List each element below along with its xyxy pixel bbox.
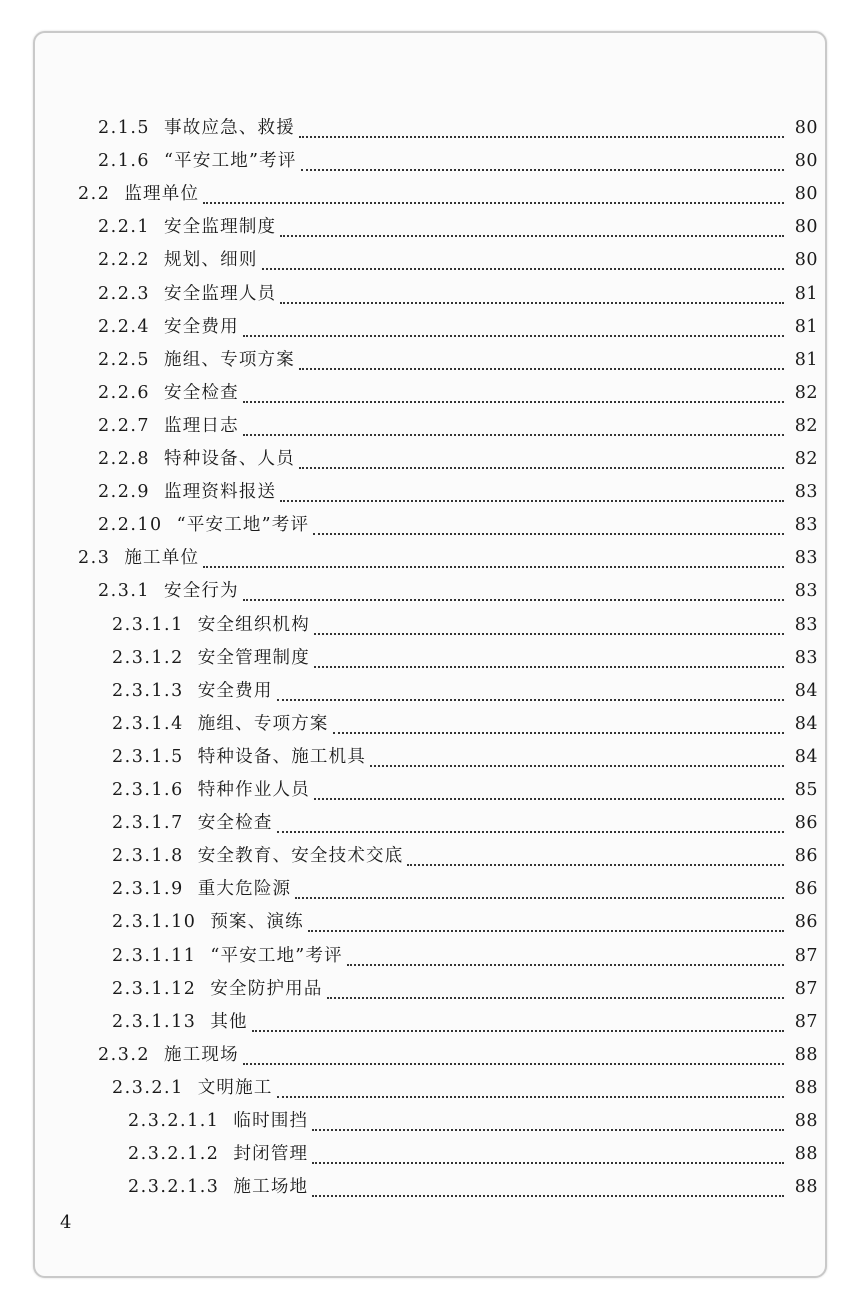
toc-entry-title: 安全检查 [164, 382, 239, 403]
toc-entry-title: 安全费用 [197, 680, 273, 701]
toc-entry [98, 575, 818, 608]
toc-entry [78, 542, 818, 575]
toc-entry [78, 178, 818, 211]
toc-entry-page: 80 [794, 184, 818, 205]
dot-leader [312, 1194, 784, 1197]
dot-leader [295, 896, 784, 899]
dot-leader [314, 665, 784, 668]
toc-entry-number: 2.3.2.1.2 [128, 1144, 220, 1165]
toc-entry-page: 88 [794, 1044, 818, 1065]
toc-entry-page: 88 [794, 1077, 818, 1098]
dot-leader [299, 367, 784, 370]
toc-entry [128, 1138, 818, 1171]
toc-entry-page: 80 [794, 151, 818, 172]
toc-entry-title: 施工场地 [233, 1177, 309, 1198]
toc-entry-number: 2.3.1.13 [112, 1011, 197, 1032]
toc-entry-number: 2.2.3 [98, 283, 151, 304]
toc-entry [98, 1039, 818, 1072]
toc-entry-page: 84 [794, 680, 818, 701]
toc-entry-title: 施工单位 [124, 548, 200, 569]
toc-entry-page: 83 [794, 548, 818, 569]
toc-entry-page: 84 [794, 746, 818, 767]
toc-entry-title: 安全防护用品 [210, 978, 323, 999]
toc-entry [98, 145, 818, 178]
toc-entry [98, 112, 818, 145]
toc-entry-number: 2.3 [78, 548, 111, 569]
toc-entry-title: “平安工地”考评 [176, 515, 310, 536]
toc-entry-number: 2.3.1.2 [112, 647, 184, 668]
toc-entry-number: 2.3.1.8 [112, 846, 184, 867]
toc-entry [112, 840, 818, 873]
dot-leader [243, 598, 784, 601]
toc-entry-number: 2.2.8 [98, 449, 151, 469]
toc-entry-title: 监理日志 [164, 415, 239, 436]
toc-entry-title: 安全费用 [164, 316, 239, 337]
toc-entry-title: “平安工地”考评 [164, 151, 297, 172]
toc-entry-page: 86 [794, 813, 818, 834]
toc-entry-number: 2.3.1.6 [112, 780, 184, 800]
toc-entry-number: 2.3.1.12 [112, 978, 197, 999]
toc-entry-page: 83 [794, 515, 818, 536]
dot-leader [277, 1095, 784, 1098]
toc-entry-page: 82 [794, 382, 818, 403]
toc-entry-title: 临时围挡 [233, 1111, 309, 1131]
toc-entry-page: 88 [794, 1144, 818, 1165]
toc-entry-page: 80 [794, 250, 818, 271]
toc-entry-page: 86 [794, 879, 818, 900]
toc-entry-number: 2.3.1.3 [112, 680, 184, 701]
toc-entry-number: 2.2.5 [98, 349, 151, 370]
toc-entry [98, 211, 818, 244]
toc-entry [98, 443, 818, 476]
toc-entry-title: 封闭管理 [233, 1144, 309, 1165]
toc-entry [128, 1171, 818, 1204]
toc-entry-title: 文明施工 [197, 1077, 273, 1098]
toc-entry-number: 2.3.2 [98, 1044, 151, 1065]
toc-entry-number: 2.3.1.10 [112, 912, 197, 933]
toc-entry [98, 410, 818, 443]
toc-entry-page: 83 [794, 614, 818, 635]
toc-entry-title: 事故应急、救援 [164, 118, 295, 138]
toc-entry [112, 675, 818, 708]
toc-entry-title: 其他 [210, 1011, 248, 1032]
dot-leader [370, 764, 784, 767]
toc-entry [98, 311, 818, 344]
dot-leader [327, 996, 784, 999]
toc-entry [112, 774, 818, 807]
toc-entry-page: 88 [794, 1177, 818, 1198]
toc-entry-number: 2.3.1 [98, 581, 151, 602]
page-number: 4 [60, 1212, 72, 1233]
toc-entry-title: 施组、专项方案 [197, 713, 329, 734]
toc-entry-page: 81 [794, 349, 818, 370]
toc-entry [98, 244, 818, 277]
toc-entry-number: 2.3.1.4 [112, 713, 184, 734]
toc-entry [112, 1072, 818, 1105]
dot-leader [243, 1062, 784, 1065]
toc-entry-page: 84 [794, 713, 818, 734]
toc-entry-page: 81 [794, 316, 818, 337]
toc-entry [98, 344, 818, 377]
toc-entry-title: 预案、演练 [210, 912, 304, 933]
toc-entry-title: 特种作业人员 [197, 780, 310, 800]
dot-leader [301, 168, 784, 171]
toc-entry [112, 642, 818, 675]
dot-leader [203, 201, 784, 204]
toc-entry-number: 2.1.6 [98, 151, 151, 172]
dot-leader [277, 830, 784, 833]
dot-leader [203, 565, 784, 568]
toc-entry-page: 82 [794, 449, 818, 469]
dot-leader [312, 1128, 784, 1131]
dot-leader [299, 466, 784, 469]
dot-leader [308, 929, 784, 932]
toc-entry [112, 873, 818, 906]
toc-entry-number: 2.3.1.11 [112, 945, 197, 966]
toc-entry-title: 安全管理制度 [197, 647, 310, 668]
toc-entry [98, 377, 818, 410]
toc-entry [112, 940, 818, 973]
toc-entry-number: 2.1.5 [98, 118, 151, 138]
toc-entry-page: 81 [794, 283, 818, 304]
toc-entry-page: 80 [794, 118, 818, 138]
dot-leader [347, 963, 784, 966]
toc-entry-title: 规划、细则 [164, 250, 258, 271]
toc-entry-title: 特种设备、人员 [164, 449, 295, 469]
toc-entry [112, 1006, 818, 1039]
toc-entry-number: 2.2.2 [98, 250, 151, 271]
toc-entry-title: “平安工地”考评 [210, 945, 343, 966]
toc-entry [112, 609, 818, 642]
dot-leader [314, 632, 784, 635]
toc-entry-number: 2.3.1.5 [112, 746, 184, 767]
toc-entry-title: 重大危险源 [197, 879, 292, 900]
toc-entry [98, 278, 818, 311]
toc-entry [112, 807, 818, 840]
toc-entry-number: 2.3.1.7 [112, 813, 184, 834]
toc-entry [112, 906, 818, 939]
toc-entry-title: 施组、专项方案 [164, 349, 295, 370]
toc-entry [112, 741, 818, 774]
dot-leader [280, 301, 784, 304]
toc-entry-number: 2.2.9 [98, 482, 151, 503]
toc-entry-number: 2.3.2.1.3 [128, 1177, 220, 1198]
toc-entry [128, 1105, 818, 1138]
toc-entry-page: 88 [794, 1111, 818, 1131]
dot-leader [243, 433, 784, 436]
toc-entry-page: 86 [794, 846, 818, 867]
toc-entry-page: 87 [794, 978, 818, 999]
toc-entry-title: 安全行为 [164, 581, 239, 602]
toc-entry-page: 87 [794, 945, 818, 966]
dot-leader [280, 499, 784, 502]
dot-leader [280, 234, 784, 237]
dot-leader [313, 532, 784, 535]
toc-entry-number: 2.3.2.1 [112, 1077, 184, 1098]
toc-entry [112, 708, 818, 741]
dot-leader [277, 698, 784, 701]
dot-leader [262, 267, 784, 270]
toc-entry-number: 2.3.2.1.1 [128, 1111, 220, 1131]
toc-entry-number: 2.2.4 [98, 316, 151, 337]
dot-leader [407, 863, 784, 866]
toc-entry-page: 85 [794, 780, 818, 800]
toc-entry-title: 监理资料报送 [164, 482, 277, 503]
toc-entry-title: 特种设备、施工机具 [197, 746, 367, 767]
toc-entry-title: 安全组织机构 [197, 614, 310, 635]
toc-entry-number: 2.3.1.1 [112, 614, 184, 635]
toc-entry-number: 2.2 [78, 184, 111, 205]
toc-entry-page: 83 [794, 647, 818, 668]
toc-entry-number: 2.2.1 [98, 217, 151, 238]
toc-entry-number: 2.2.6 [98, 382, 151, 403]
toc-entry [98, 476, 818, 509]
toc-entry-number: 2.3.1.9 [112, 879, 184, 900]
toc-entry-title: 安全检查 [197, 813, 273, 834]
dot-leader [243, 334, 784, 337]
toc-entry-page: 86 [794, 912, 818, 933]
toc-entry-title: 施工现场 [164, 1044, 239, 1065]
dot-leader [312, 1161, 784, 1164]
toc-entry-page: 83 [794, 581, 818, 602]
toc-entry-page: 83 [794, 482, 818, 503]
toc-entry-page: 87 [794, 1011, 818, 1032]
dot-leader [243, 400, 784, 403]
toc-entry [112, 973, 818, 1006]
toc-entry-title: 安全监理人员 [164, 283, 277, 304]
toc-entry-page: 80 [794, 217, 818, 238]
toc-entry [98, 509, 818, 542]
dot-leader [333, 731, 784, 734]
toc-entry-title: 安全监理制度 [164, 217, 277, 238]
toc-entry-title: 监理单位 [124, 184, 200, 205]
toc-entry-title: 安全教育、安全技术交底 [197, 846, 404, 867]
toc-entry-number: 2.2.7 [98, 415, 151, 436]
toc-entry-page: 82 [794, 415, 818, 436]
toc-entry-number: 2.2.10 [98, 515, 163, 536]
dot-leader [252, 1029, 784, 1032]
dot-leader [314, 797, 784, 800]
dot-leader [299, 135, 784, 138]
